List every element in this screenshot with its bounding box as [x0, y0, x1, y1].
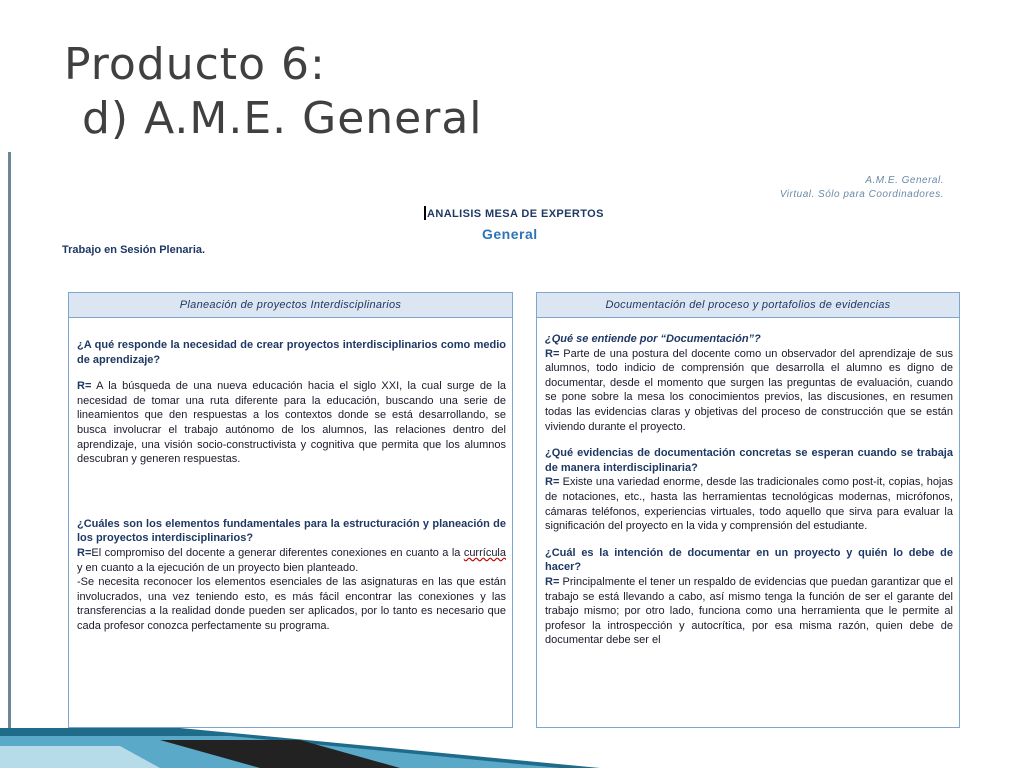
answer-2: [545, 475, 953, 533]
document-heading-text: ANALISIS MESA DE EXPERTOS: [427, 208, 604, 220]
question-2: ¿Qué evidencias de documentación concretas se esperan cuando se trabaja de manera interdisciplinaria?: [545, 447, 953, 474]
question-1: ¿A qué responde la necesidad de crear proyectos interdisciplinarios como medio de aprendizaje?: [77, 339, 506, 366]
answer-prefix: R=: [545, 575, 560, 588]
bottom-decoration: [0, 728, 1024, 768]
qa-block-2: [545, 446, 953, 534]
session-label: Trabajo en Sesión Plenaria.: [62, 244, 206, 256]
top-right-line-1: A.M.E. General.: [865, 175, 944, 186]
answer-2-text-part-1: El compromiso del docente a generar diferentes conexiones en cuanto a la: [91, 546, 464, 559]
answer-2: [77, 546, 506, 575]
documentation-card: [536, 292, 960, 728]
slide-title-line-2: d) A.M.E. General: [82, 93, 483, 144]
answer-1: [77, 379, 506, 467]
answer-prefix: R=: [77, 380, 92, 393]
documentation-card-body: [537, 318, 959, 648]
qa-block-2: [77, 517, 506, 634]
answer-2-extra: -Se necesita reconocer los elementos esenciales de las asignaturas en las que están involucrados, una vez teniendo esto, es más fácil encontrar las conexiones y las transferencias a la realidad donde pueden ser aplicados, por lo tanto es necesario que cada profesor conozca perfectamente su programa.: [77, 576, 506, 632]
answer-2-text-part-2: y en cuanto a la ejecución de un proyecto bien planteado.: [77, 561, 359, 574]
documentation-card-header: Documentación del proceso y portafolios de evidencias: [537, 293, 959, 318]
top-right-line-2: Virtual. Sólo para Coordinadores.: [779, 189, 944, 200]
slide-title: [64, 38, 483, 146]
misspelled-word: currícula: [463, 546, 506, 559]
document-heading: [424, 206, 604, 220]
planning-card: [68, 292, 513, 728]
answer-1-text: A la búsqueda de una nueva educación hacia el siglo XXI, la cual surge de la necesidad de tomar una ruta diferente para la educación, buscando una serie de lineamientos que den respuestas a los contextos donde se está desarrollando, se busca involucrar el trabajo autónomo de los alumnos, las relaciones dentro del aprendizaje, una visión socio-constructivista y cognitiva que permita que los alumnos descubran y generen respuestas.: [77, 380, 506, 466]
answer-prefix: R=: [545, 476, 560, 489]
document-subheading: General: [482, 226, 538, 242]
document-image: [0, 150, 1024, 735]
question-2: ¿Cuáles son los elementos fundamentales para la estructuración y planeación de los proyectos interdisciplinarios?: [77, 517, 506, 545]
qa-block-3: [545, 546, 953, 648]
answer-prefix: R=: [545, 347, 560, 360]
question-1: ¿Qué se entiende por “Documentación”?: [545, 333, 761, 345]
answer-1: [545, 347, 953, 435]
question-3: ¿Cuál es la intención de documentar en un proyecto y quién lo debe de hacer?: [545, 546, 953, 574]
document-top-right-note: [780, 174, 944, 202]
slide-title-line-1: Producto 6:: [64, 39, 326, 90]
qa-block-1: [545, 332, 953, 434]
text-cursor-icon: [424, 206, 426, 220]
qa-block-1: [77, 338, 506, 467]
answer-1-text: Parte de una postura del docente como un observador del aprendizaje de sus alumnos, todo indicio de comprensión que desarrolla el alumno es digno de documentar, desde el momento que surgen las preguntas de evaluación, cuando se pone sobre la mesa los conocimientos previos, las discusiones, en resumen todas las evidencias claras y objetivas del proceso de construcción que se están viviendo durante el proyecto.: [545, 347, 953, 433]
answer-prefix: R=: [77, 546, 92, 559]
answer-2-text: Existe una variedad enorme, desde las tradicionales como post-it, copias, hojas de notaciones, etc., hasta las herramientas tecnológicas modernas, micrófonos, cámaras teléfonos, experiencias virtuales, todo aquello que sirva para evaluar la significación del proyecto en la vida y comprensión del estudiante.: [545, 476, 953, 533]
planning-card-header: Planeación de proyectos Interdisciplinarios: [69, 293, 512, 318]
planning-card-body: [69, 318, 512, 634]
spacer: [77, 479, 506, 517]
answer-3-text: Principalmente el tener un respaldo de evidencias que puedan garantizar que el trabajo se está llevando a cabo, así mismo tenga la función de ser el garante del trabajo mismo; por otro lado, funciona como una herramienta que le permite al profesor la introspección y autocrítica, por esa misma razón, quien debe de documentar debe ser el: [545, 575, 953, 647]
answer-3: [545, 575, 953, 648]
